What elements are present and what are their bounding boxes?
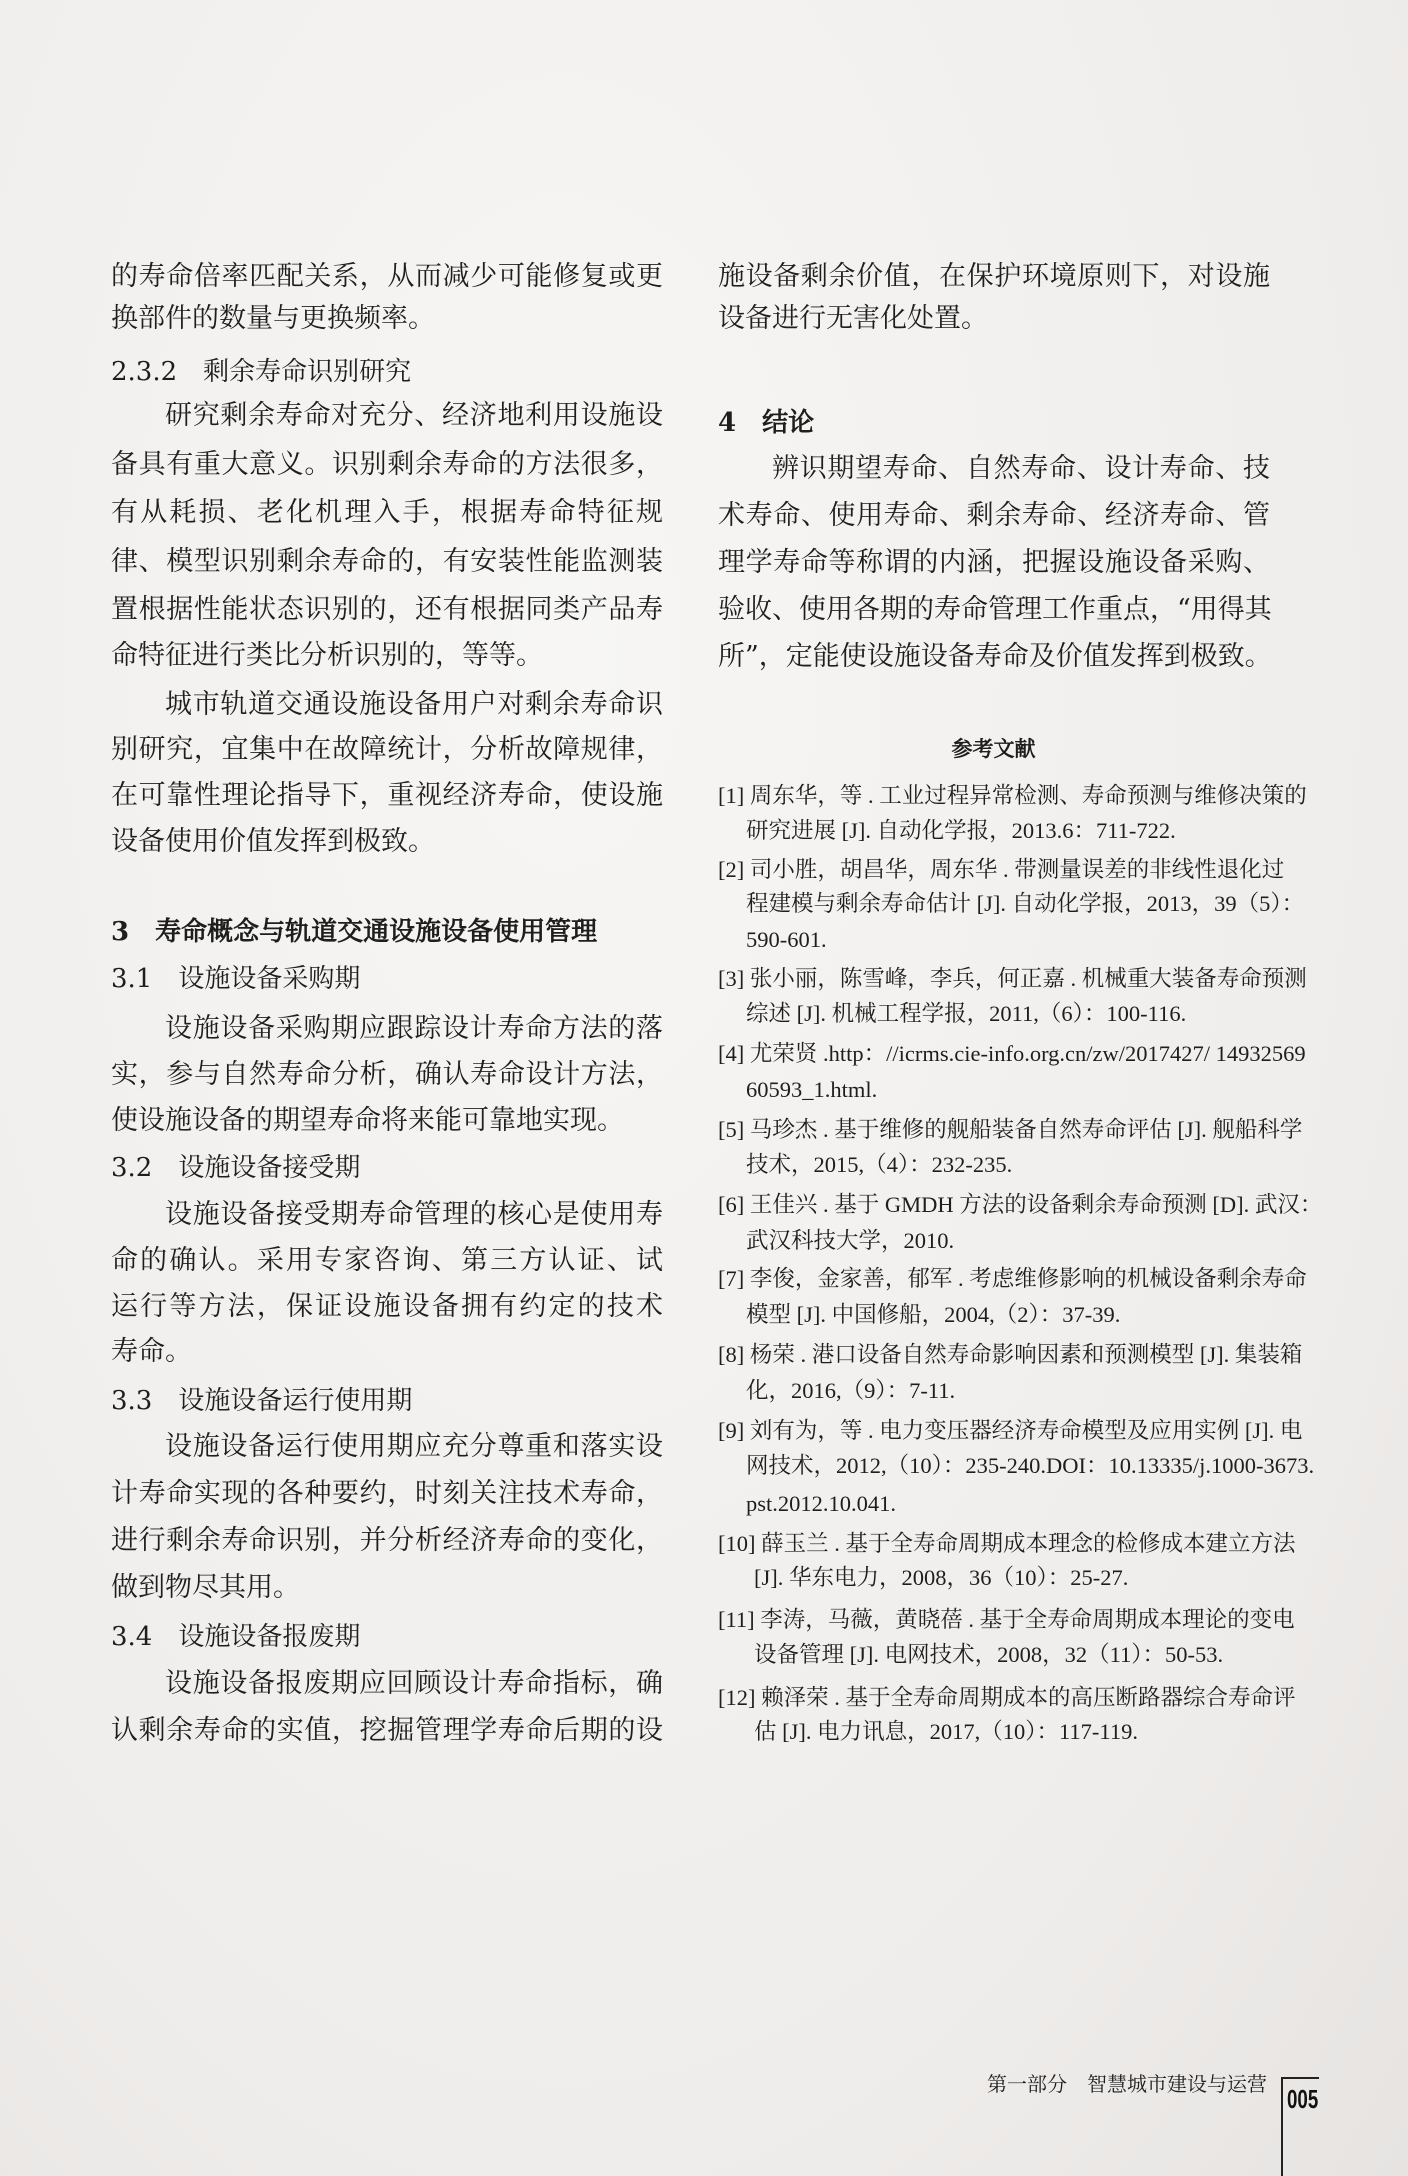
reference-item-line: [11] 李涛，马薇，黄晓蓓 . 基于全寿命周期成本理论的变电	[718, 1607, 1295, 1632]
page-number-frame-horizontal	[1281, 2077, 1319, 2079]
reference-item-line: 技术，2015,（4）：232-235.	[746, 1152, 1013, 1177]
paragraph-line: 有从耗损、老化机理入手，根据寿命特征规	[111, 497, 663, 528]
paragraph-line: 在可靠性理论指导下，重视经济寿命，使设施	[111, 780, 663, 811]
paragraph-line: 术寿命、使用寿命、剩余寿命、经济寿命、管	[718, 500, 1270, 531]
subsection-heading: 3.2 设施设备接受期	[111, 1153, 361, 1183]
section-heading: 4 结论	[718, 408, 815, 438]
paragraph-line: 城市轨道交通设施设备用户对剩余寿命识	[165, 689, 663, 720]
reference-item-line: 化，2016,（9）：7-11.	[746, 1378, 956, 1403]
paragraph-line: 设施设备采购期应跟踪设计寿命方法的落	[165, 1013, 663, 1044]
paragraph-line: 换部件的数量与更换频率。	[111, 303, 435, 334]
paragraph-line: 实，参与自然寿命分析，确认寿命设计方法，	[111, 1059, 663, 1090]
reference-item-line: 60593_1.html.	[746, 1077, 878, 1102]
reference-item-line: 武汉科技大学，2010.	[746, 1228, 955, 1253]
paragraph-line: 备具有重大意义。识别剩余寿命的方法很多，	[111, 449, 663, 480]
reference-item-line: [J]. 华东电力，2008，36（10）：25-27.	[754, 1565, 1129, 1590]
paragraph-line: 验收、使用各期的寿命管理工作重点，“用得其	[718, 594, 1272, 625]
subsection-heading: 3.3 设施设备运行使用期	[111, 1386, 413, 1416]
paragraph-line: 设施设备接受期寿命管理的核心是使用寿	[165, 1199, 663, 1230]
paragraph-line: 置根据性能状态识别的，还有根据同类产品寿	[111, 594, 663, 625]
reference-item-line: [7] 李俊，金家善，郁军 . 考虑维修影响的机械设备剩余寿命	[718, 1266, 1307, 1291]
reference-item-line: 模型 [J]. 中国修船，2004,（2）：37-39.	[746, 1302, 1121, 1327]
paragraph-line: 运行等方法，保证设施设备拥有约定的技术	[111, 1291, 663, 1322]
reference-item-line: 590-601.	[746, 927, 827, 952]
reference-item-line: pst.2012.10.041.	[746, 1491, 897, 1516]
reference-item-line: [6] 王佳兴 . 基于 GMDH 方法的设备剩余寿命预测 [D]. 武汉：	[718, 1192, 1323, 1217]
paragraph-line: 计寿命实现的各种要约，时刻关注技术寿命，	[111, 1478, 663, 1509]
reference-item-line: 研究进展 [J]. 自动化学报，2013.6：711-722.	[746, 818, 1176, 843]
paragraph-line: 的寿命倍率匹配关系，从而减少可能修复或更	[111, 261, 663, 292]
reference-item-line: [1] 周东华，等 . 工业过程异常检测、寿命预测与维修决策的	[718, 783, 1307, 808]
subsection-heading: 3.4 设施设备报废期	[111, 1622, 361, 1652]
footer-section-title: 第一部分 智慧城市建设与运营	[987, 2072, 1267, 2096]
reference-item-line: [8] 杨荣 . 港口设备自然寿命影响因素和预测模型 [J]. 集装箱	[718, 1342, 1303, 1367]
reference-item-line: [10] 薛玉兰 . 基于全寿命周期成本理念的检修成本建立方法	[718, 1531, 1296, 1556]
paragraph-line: 律、模型识别剩余寿命的，有安装性能监测装	[111, 546, 663, 577]
paragraph-line: 所”，定能使设施设备寿命及价值发挥到极致。	[718, 641, 1272, 672]
paragraph-line: 使设施设备的期望寿命将来能可靠地实现。	[111, 1105, 624, 1136]
paragraph-line: 设备进行无害化处置。	[718, 303, 988, 334]
reference-item-line: [9] 刘有为，等 . 电力变压器经济寿命模型及应用实例 [J]. 电	[718, 1418, 1303, 1443]
page-number: 005	[1287, 2084, 1319, 2114]
reference-item-line: 设备管理 [J]. 电网技术，2008，32（11）：50-53.	[754, 1642, 1224, 1667]
paragraph-line: 别研究，宜集中在故障统计，分析故障规律，	[111, 734, 663, 765]
paragraph-line: 施设备剩余价值，在保护环境原则下，对设施	[718, 261, 1270, 292]
paragraph-line: 设施设备报废期应回顾设计寿命指标，确	[165, 1668, 663, 1699]
subsection-heading: 3.1 设施设备采购期	[111, 964, 361, 994]
paragraph-line: 命特征进行类比分析识别的，等等。	[111, 640, 543, 671]
paragraph-line: 设施设备运行使用期应充分尊重和落实设	[165, 1431, 663, 1462]
paragraph-line: 认剩余寿命的实值，挖掘管理学寿命后期的设	[111, 1715, 663, 1746]
reference-item-line: [12] 赖泽荣 . 基于全寿命周期成本的高压断路器综合寿命评	[718, 1685, 1296, 1710]
reference-item-line: [4] 尤荣贤 .http：//icrms.cie-info.org.cn/zw/2017427/ 14932569	[718, 1041, 1306, 1066]
paragraph-line: 辨识期望寿命、自然寿命、设计寿命、技	[772, 453, 1270, 484]
reference-item-line: [3] 张小丽，陈雪峰，李兵，何正嘉 . 机械重大装备寿命预测	[718, 966, 1307, 991]
reference-item-line: 程建模与剩余寿命估计 [J]. 自动化学报，2013，39（5）：	[746, 891, 1305, 916]
paragraph-line: 做到物尽其用。	[111, 1572, 300, 1603]
reference-item-line: 综述 [J]. 机械工程学报，2011,（6）：100-116.	[746, 1001, 1187, 1026]
paragraph-line: 理学寿命等称谓的内涵，把握设施设备采购、	[718, 547, 1270, 578]
paragraph-line: 进行剩余寿命识别，并分析经济寿命的变化，	[111, 1525, 663, 1556]
references-heading: 参考文献	[951, 736, 1036, 761]
reference-item-line: 网技术，2012,（10）：235-240.DOI：10.13335/j.1000-3673.	[746, 1453, 1315, 1478]
reference-item-line: [5] 马珍杰 . 基于维修的舰船装备自然寿命评估 [J]. 舰船科学	[718, 1117, 1303, 1142]
subsection-heading: 2.3.2 剩余寿命识别研究	[111, 357, 412, 387]
section-heading: 3 寿命概念与轨道交通设施设备使用管理	[111, 917, 598, 947]
reference-item-line: 估 [J]. 电力讯息，2017,（10）：117-119.	[754, 1719, 1138, 1744]
paragraph-line: 研究剩余寿命对充分、经济地利用设施设	[165, 400, 663, 431]
page-number-frame-vertical	[1281, 2077, 1283, 2176]
reference-item-line: [2] 司小胜，胡昌华，周东华 . 带测量误差的非线性退化过	[718, 857, 1285, 882]
paragraph-line: 设备使用价值发挥到极致。	[111, 826, 435, 857]
paragraph-line: 寿命。	[111, 1336, 192, 1367]
paragraph-line: 命的确认。采用专家咨询、第三方认证、试	[111, 1245, 663, 1276]
